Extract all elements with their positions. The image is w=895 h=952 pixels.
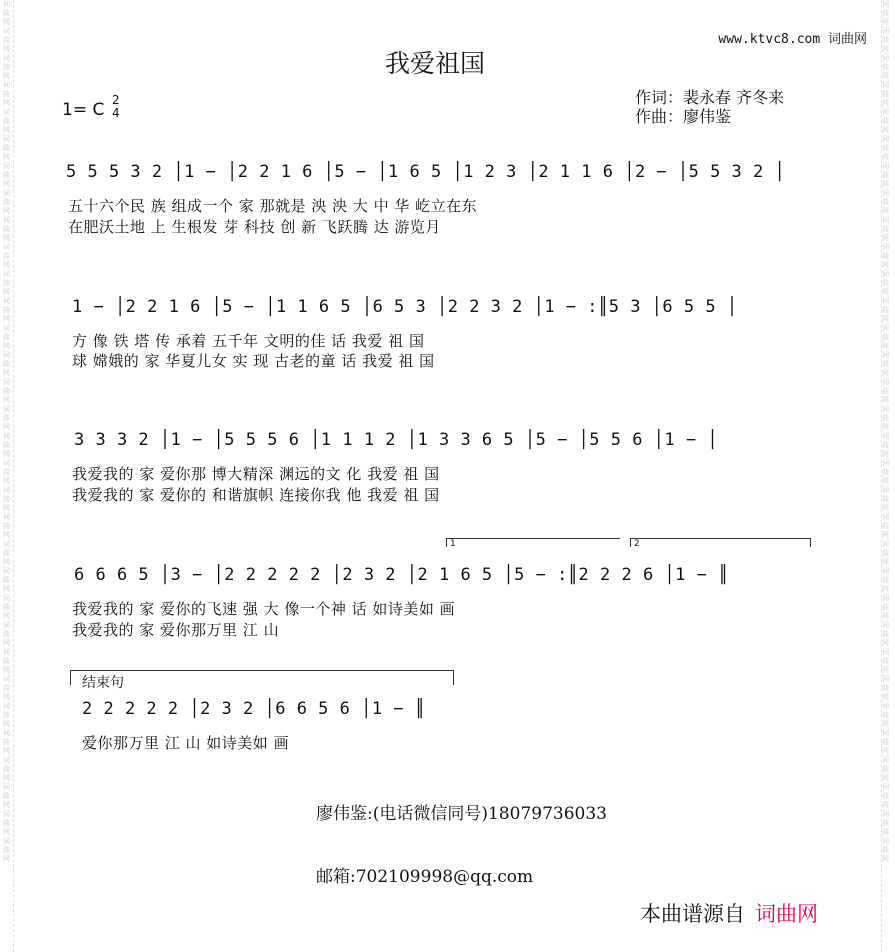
notation-row-4: 6 6 6 5 │3 − │2 2 2 2 2 │2 3 2 │2 1 6 5 │5 − :║2 2 2 6 │1 − ║ xyxy=(74,565,729,585)
notation-ending: 2 2 2 2 2 │2 3 2 │6 6 5 6 │1 − ║ xyxy=(82,699,426,719)
source-credit xyxy=(640,898,818,928)
lyrics-row-1-verse-1: 五十六个民 族 组成一个 家 那就是 泱 泱 大 中 华 屹立在东 xyxy=(68,197,478,215)
notation-row-1: 5 5 5 3 2 │1 − │2 2 1 6 │5 − │1 6 5 │1 2 3 │2 1 1 6 │2 − │5 5 3 2 │ xyxy=(66,162,786,182)
lyrics-row-2-verse-2: 球 嫦娥的 家 华夏儿女 实 现 古老的童 话 我爱 祖 国 xyxy=(72,352,435,370)
composer: 作曲：廖伟鉴 xyxy=(635,107,732,126)
volta-bracket-2: 2 xyxy=(630,538,811,547)
lyrics-row-4-verse-2: 我爱我的 家 爱你那万里 江 山 xyxy=(72,621,280,639)
contact-email[interactable]: 邮箱:702109998@qq.com xyxy=(316,867,534,887)
source-site-link[interactable]: 词曲网 xyxy=(755,902,818,926)
contact-phone: 廖伟鉴:(电话微信同号)18079736033 xyxy=(316,804,607,824)
meter-bottom: 4 xyxy=(112,106,120,120)
source-label: 本曲谱源自 xyxy=(640,902,745,926)
lyrics-row-3-verse-2: 我爱我的 家 爱你的 和谐旗帜 连接你我 他 我爱 祖 国 xyxy=(72,486,440,504)
lyricist: 作词：裴永春 齐冬来 xyxy=(635,88,785,107)
key-signature: 1= C xyxy=(62,100,105,120)
volta-bracket-1: 1 xyxy=(446,538,620,547)
ending-bracket xyxy=(70,670,454,685)
notation-row-2: 1 − │2 2 1 6 │5 − │1 1 6 5 │6 5 3 │2 2 3 2 │1 − :║5 3 │6 5 5 │ xyxy=(72,297,738,317)
notation-row-3: 3 3 3 2 │1 − │5 5 5 6 │1 1 1 2 │1 3 3 6 5 │5 − │5 5 6 │1 − │ xyxy=(74,430,719,450)
watermark-left: 词曲网 词曲网 词曲网 词曲网 词曲网 词曲网 词曲网 词曲网 词曲网 词曲网 词曲网 词曲网 词曲网 词曲网 词曲网 词曲网 词曲网 词曲网 词曲网 词曲网 词曲网 词曲网 词曲网 词曲网 词曲网 词曲网 词曲网 词曲网 词曲网 词曲网 词曲网 词曲网 xyxy=(3,0,14,952)
lyrics-ending: 爱你那万里 江 山 如诗美如 画 xyxy=(82,734,290,752)
watermark-right: 词曲网 词曲网 词曲网 词曲网 词曲网 词曲网 词曲网 词曲网 词曲网 词曲网 词曲网 词曲网 词曲网 词曲网 词曲网 词曲网 词曲网 词曲网 词曲网 词曲网 词曲网 词曲网 词曲网 词曲网 词曲网 词曲网 词曲网 词曲网 词曲网 词曲网 词曲网 词曲网 xyxy=(881,0,892,952)
ending-label: 结束句 xyxy=(82,675,124,691)
page-title: 我爱祖国 xyxy=(384,49,485,78)
lyrics-row-4-verse-1: 我爱我的 家 爱你的飞速 强 大 像一个神 话 如诗美如 画 xyxy=(72,600,456,618)
lyrics-row-1-verse-2: 在肥沃土地 上 生根发 芽 科技 创 新 飞跃腾 达 游览月 xyxy=(68,218,441,236)
lyrics-row-3-verse-1: 我爱我的 家 爱你那 博大精深 渊远的文 化 我爱 祖 国 xyxy=(72,465,440,483)
time-signature xyxy=(112,94,120,120)
site-url[interactable]: www.ktvc8.com 词曲网 xyxy=(718,32,867,47)
lyrics-row-2-verse-1: 方 像 铁 塔 传 承着 五千年 文明的佳 话 我爱 祖 国 xyxy=(72,332,425,350)
meter-top: 2 xyxy=(112,93,120,107)
